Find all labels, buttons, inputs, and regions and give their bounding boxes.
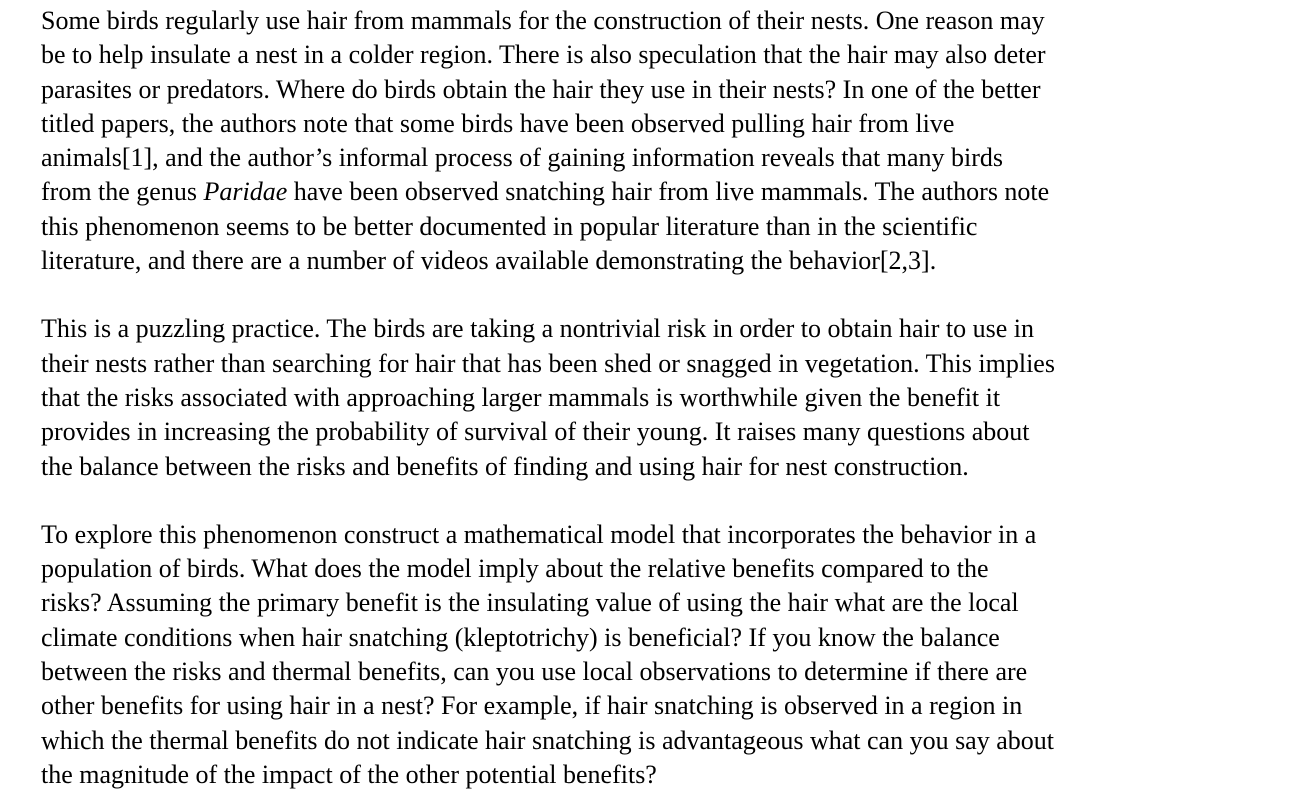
text-line: literature, and there are a number of videos available demonstrating the behavior[2,3]. bbox=[41, 246, 937, 276]
text-line: To explore this phenomenon construct a mathematical model that incorporates the behavior in a bbox=[41, 519, 1037, 549]
document-body bbox=[41, 4, 1266, 792]
paragraph-puzzle bbox=[41, 312, 1266, 483]
text-line: that the risks associated with approaching larger mammals is worthwhile given the benefit it bbox=[41, 382, 1001, 412]
text-line: this phenomenon seems to be better documented in popular literature than in the scientific bbox=[41, 211, 978, 241]
text-line: This is a puzzling practice. The birds are taking a nontrivial risk in order to obtain hair to use in bbox=[41, 314, 1035, 344]
text-line: climate conditions when hair snatching (kleptotrichy) is beneficial? If you know the balance bbox=[41, 622, 1000, 652]
text-line: which the thermal benefits do not indicate hair snatching is advantageous what can you say about bbox=[41, 725, 1054, 755]
text-line: Some birds regularly use hair from mammals for the construction of their nests. One reason may bbox=[41, 6, 1045, 35]
text-line: titled papers, the authors note that some birds have been observed pulling hair from live bbox=[41, 108, 955, 138]
text-line: the magnitude of the impact of the other potential benefits? bbox=[41, 759, 657, 789]
text-line: from the genus Paridae have been observed snatching hair from live mammals. The authors note bbox=[41, 177, 1050, 207]
text-line: population of birds. What does the model imply about the relative benefits compared to the bbox=[41, 554, 989, 584]
text-line: their nests rather than searching for hair that has been shed or snagged in vegetation. This implies bbox=[41, 348, 1055, 378]
text-line: be to help insulate a nest in a colder region. There is also speculation that the hair may also deter bbox=[41, 40, 1046, 70]
paragraph-intro bbox=[41, 4, 1266, 278]
genus-name-italic: Paridae bbox=[203, 177, 288, 207]
text-line: other benefits for using hair in a nest? For example, if hair snatching is observed in a region in bbox=[41, 691, 1023, 721]
text-line: animals[1], and the author’s informal process of gaining information reveals that many birds bbox=[41, 143, 1003, 173]
text-line: risks? Assuming the primary benefit is the insulating value of using the hair what are the local bbox=[41, 588, 1019, 618]
text-line: provides in increasing the probability of survival of their young. It raises many questions about bbox=[41, 417, 1030, 447]
text-line: the balance between the risks and benefits of finding and using hair for nest construction. bbox=[41, 451, 969, 481]
text-line: parasites or predators. Where do birds obtain the hair they use in their nests? In one of the better bbox=[41, 74, 1041, 104]
paragraph-task bbox=[41, 518, 1266, 792]
text-line: between the risks and thermal benefits, can you use local observations to determine if there are bbox=[41, 657, 1028, 687]
